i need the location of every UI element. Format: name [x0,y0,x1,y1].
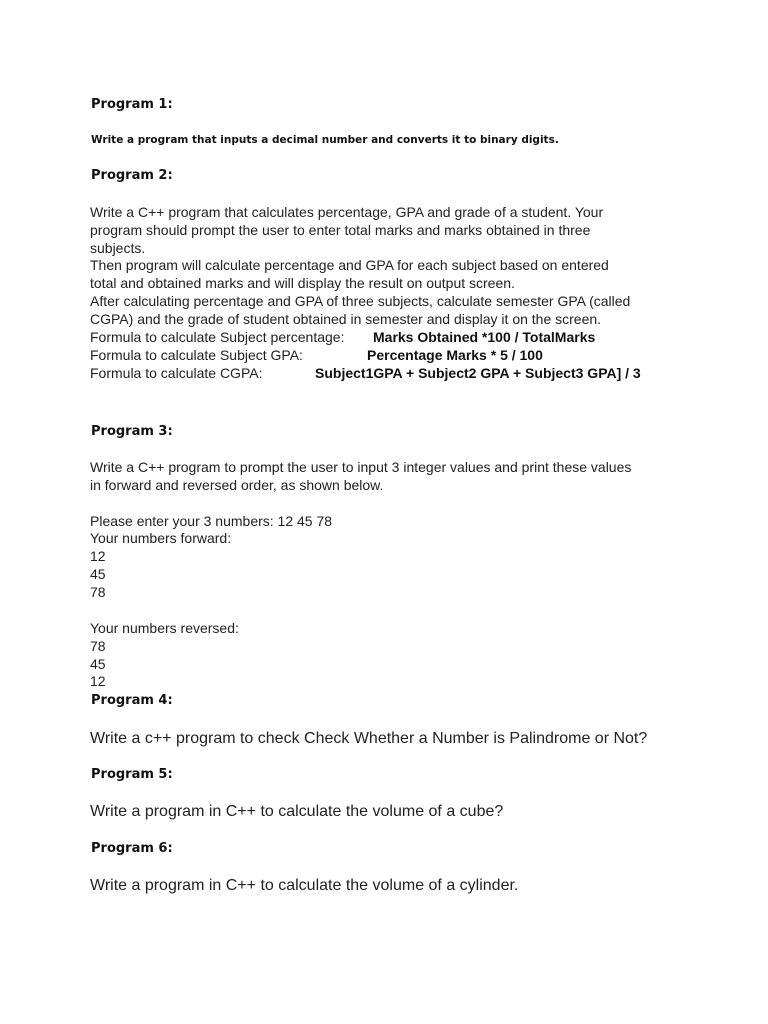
formula-gpa [90,347,690,364]
forward-label: Your numbers forward: [90,530,232,546]
formula-percentage [90,329,690,346]
formula-value: Subject1GPA + Subject2 GPA + Subject3 GPA] / 3 [315,365,641,381]
formula-value: Percentage Marks * 5 / 100 [367,347,543,363]
program-2-line: subjects. [90,240,146,256]
reversed-label: Your numbers reversed: [90,620,239,636]
program-5-heading: Program 5: [91,767,173,782]
formula-label: Formula to calculate CGPA: [90,365,263,381]
program-3-line: in forward and reversed order, as shown below. [90,477,384,493]
program-2-line: After calculating percentage and GPA of three subjects, calculate semester GPA (called [90,293,631,309]
program-2-line: total and obtained marks and will display the result on output screen. [90,275,515,291]
program-2-line: Write a C++ program that calculates percentage, GPA and grade of a student. Your [90,204,604,220]
program-3-line: Write a C++ program to prompt the user to input 3 integer values and print these values [90,459,632,475]
forward-value: 12 [90,548,106,564]
formula-cgpa [90,365,690,382]
program-3-heading: Program 3: [91,424,173,439]
program-2-line: program should prompt the user to enter total marks and marks obtained in three [90,222,591,238]
program-1-text: Write a program that inputs a decimal number and converts it to binary digits. [91,134,559,146]
formula-value: Marks Obtained *100 / TotalMarks [373,329,596,345]
program-6-heading: Program 6: [91,841,173,856]
reversed-value: 78 [90,638,106,654]
program-4-heading: Program 4: [91,693,173,708]
forward-value: 78 [90,584,106,600]
program-2-line: Then program will calculate percentage and GPA for each subject based on entered [90,257,609,273]
reversed-value: 45 [90,656,106,672]
formula-label: Formula to calculate Subject percentage: [90,329,345,345]
program-2-line: CGPA) and the grade of student obtained in semester and display it on the screen. [90,311,602,327]
program-5-text: Write a program in C++ to calculate the volume of a cube? [90,803,504,820]
program-2-heading: Program 2: [91,168,173,183]
formula-label: Formula to calculate Subject GPA: [90,347,303,363]
reversed-value: 12 [90,673,106,689]
forward-value: 45 [90,566,106,582]
program-4-text: Write a c++ program to check Check Whether a Number is Palindrome or Not? [90,730,648,747]
program-6-text: Write a program in C++ to calculate the volume of a cylinder. [90,877,519,894]
program-1-heading: Program 1: [91,97,173,112]
sample-prompt: Please enter your 3 numbers: 12 45 78 [90,513,333,529]
